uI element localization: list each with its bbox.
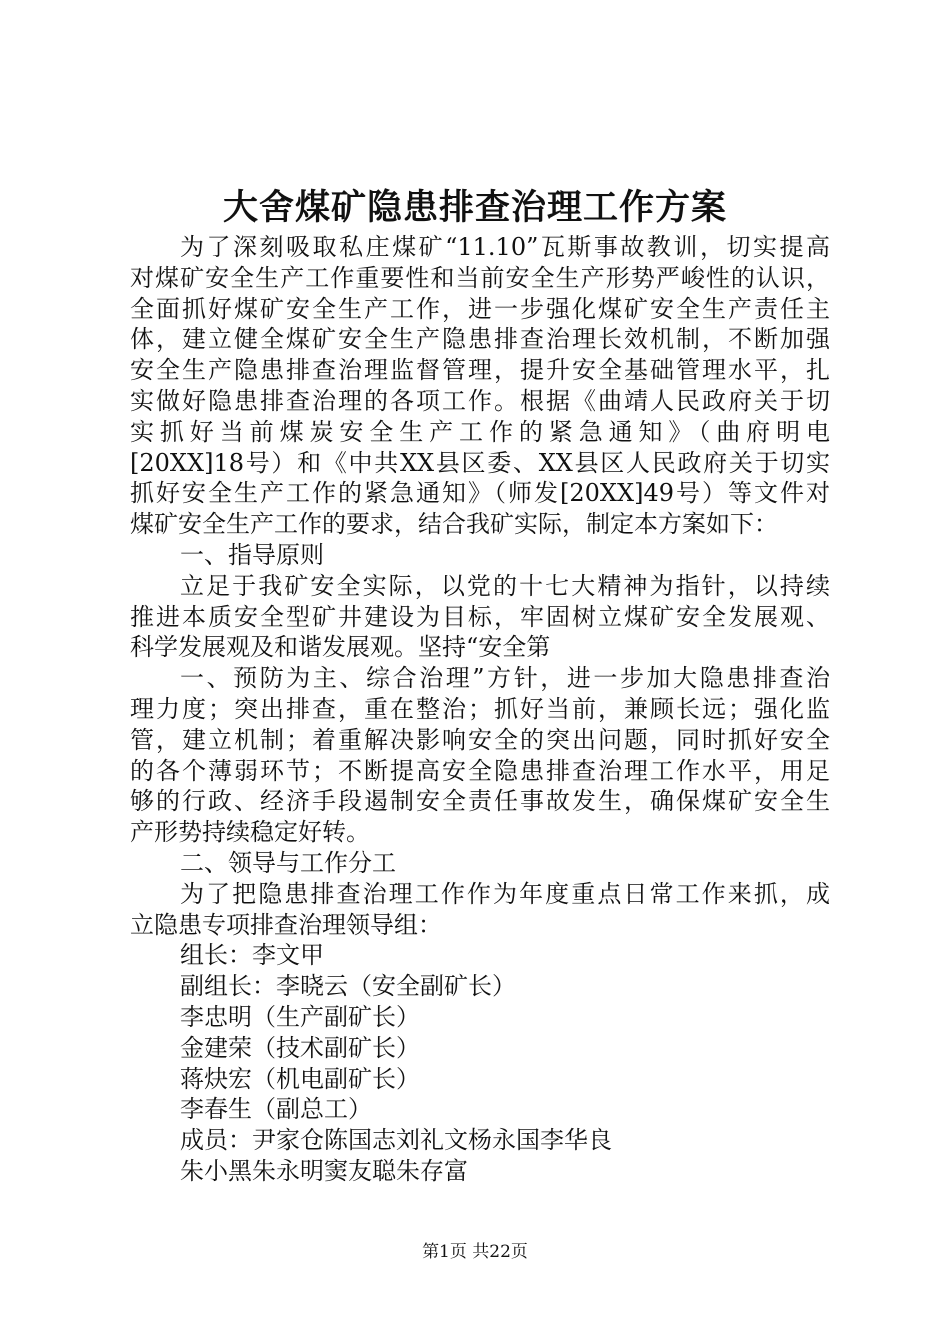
paragraph-line: 煤矿安全生产工作的要求，结合我矿实际，制定本方案如下： [130,510,778,539]
section-heading: 一、指导原则 [180,540,324,569]
roster-line: 金建荣（技术副矿长） [180,1033,420,1062]
paragraph-line: 实抓好当前煤炭安全生产工作的紧急通知》（曲府明电 [130,417,830,446]
paragraph-line: 科学发展观及和谐发展观。坚持“安全第 [130,633,551,662]
roster-line: 朱小黑朱永明窦友聪朱存富 [180,1156,468,1185]
paragraph-line: 为了把隐患排查治理工作作为年度重点日常工作来抓，成 [180,879,830,908]
paragraph-line: [20XX]18号）和《中共XX县区委、XX县区人民政府关于切实 [130,448,830,477]
section-heading: 二、领导与工作分工 [180,848,396,877]
paragraph-line: 体，建立健全煤矿安全生产隐患排查治理长效机制，不断加强 [130,325,830,354]
document-title: 大舍煤矿隐患排查治理工作方案 [222,187,727,228]
paragraph-line: 的各个薄弱环节；不断提高安全隐患排查治理工作水平，用足 [130,756,830,785]
roster-line: 组长：李文甲 [180,941,324,970]
roster-line: 副组长：李晓云（安全副矿长） [180,972,516,1001]
paragraph-line: 对煤矿安全生产工作重要性和当前安全生产形势严峻性的认识， [130,263,830,292]
paragraph-line: 够的行政、经济手段遏制安全责任事故发生，确保煤矿安全生 [130,787,830,816]
paragraph-line: 管，建立机制；着重解决影响安全的突出问题，同时抓好安全 [130,725,830,754]
roster-line: 李春生（副总工） [180,1095,372,1124]
paragraph-line: 全面抓好煤矿安全生产工作，进一步强化煤矿安全生产责任主 [130,294,830,323]
paragraph-line: 抓好安全生产工作的紧急通知》（师发[20XX]49号）等文件对 [130,479,830,508]
paragraph-line: 实做好隐患排查治理的各项工作。根据《曲靖人民政府关于切 [130,386,830,415]
document-body [130,232,830,1187]
paragraph-line: 为了深刻吸取私庄煤矿“11.10”瓦斯事故教训，切实提高 [180,233,830,261]
paragraph-line: 立足于我矿安全实际，以党的十七大精神为指针，以持续 [180,571,830,600]
paragraph-line: 产形势持续稳定好转。 [130,818,370,847]
paragraph-line: 立隐患专项排查治理领导组： [130,910,442,939]
roster-line: 蒋炔宏（机电副矿长） [180,1064,420,1093]
roster-line: 成员：尹家仓陈国志刘礼文杨永国李华良 [180,1126,612,1155]
paragraph-line: 理力度；突出排查，重在整治；抓好当前，兼顾长远；强化监 [130,694,830,723]
page-footer: 第1页 共22页 [422,1242,528,1262]
roster-line: 李忠明（生产副矿长） [180,1002,420,1031]
paragraph-line: 安全生产隐患排查治理监督管理，提升安全基础管理水平，扎 [130,356,830,385]
paragraph-line: 一、预防为主、综合治理”方针，进一步加大隐患排查治 [180,664,830,693]
paragraph-line: 推进本质安全型矿井建设为目标，牢固树立煤矿安全发展观、 [130,602,830,631]
